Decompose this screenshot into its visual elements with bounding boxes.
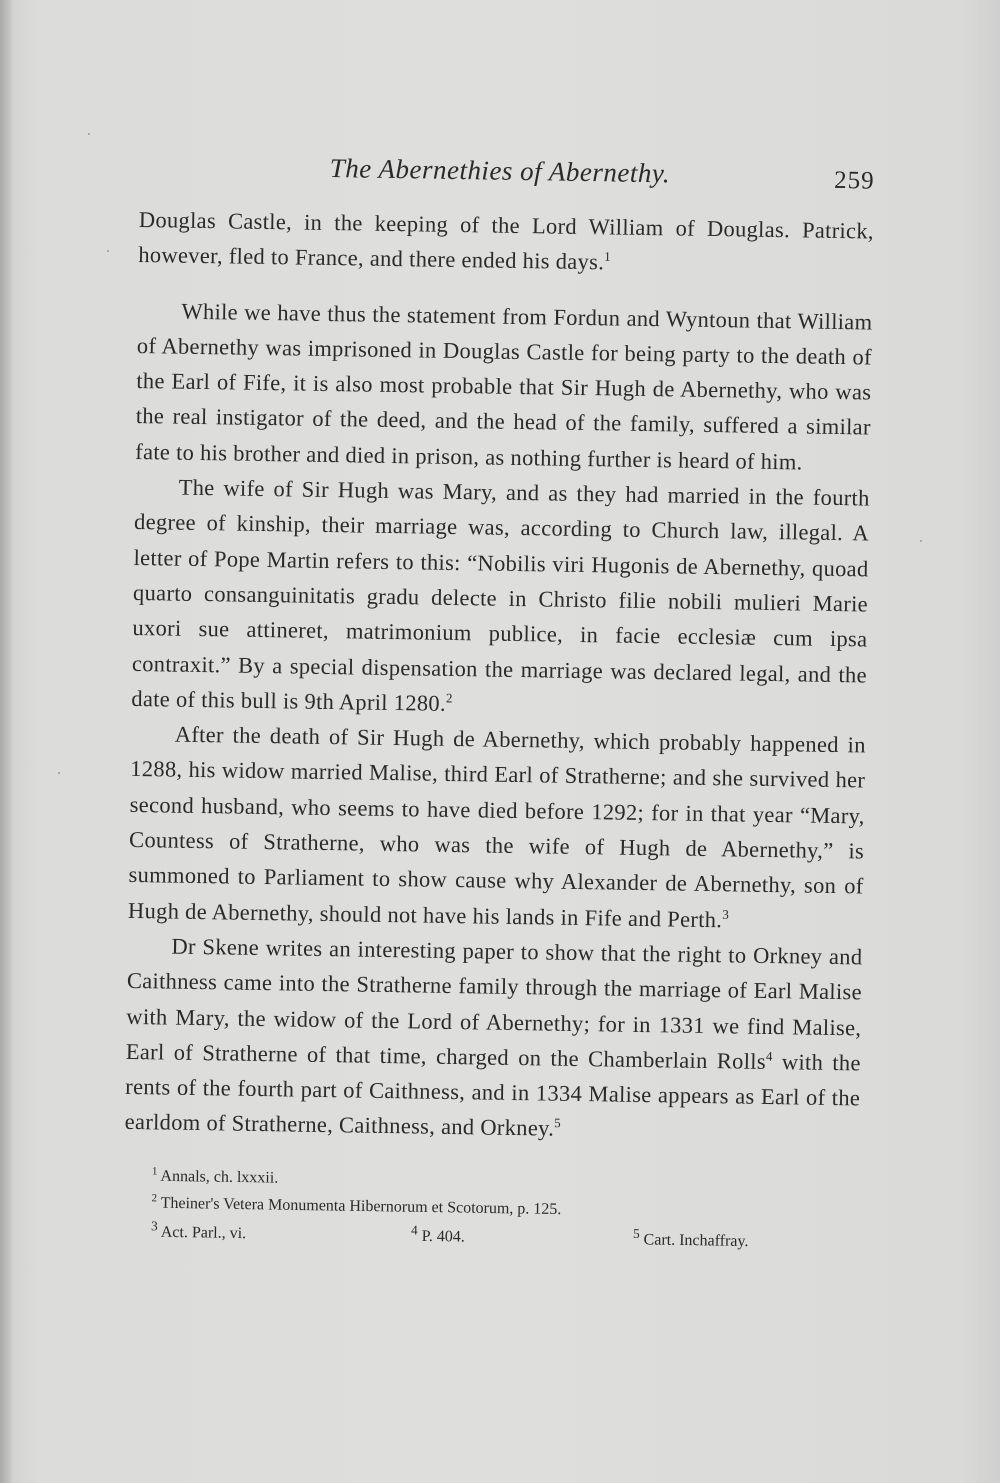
footnote-text: Theiner's Vetera Monumenta Hibernorum et Scotorum, p. 125.	[160, 1194, 562, 1219]
paragraph	[128, 716, 866, 939]
paper-speck	[58, 772, 60, 774]
paragraph-text: Douglas Castle, in the keeping of the Lord William of Douglas. Patrick, however, fled to France, and there ended his days.	[138, 206, 875, 275]
body-text	[124, 202, 874, 1151]
paragraph	[131, 469, 870, 728]
footnote-ref: 4	[765, 1048, 773, 1064]
footnote-mark: 1	[151, 1165, 158, 1178]
paragraph-text: Dr Skene writes an interesting paper to show that the right to Orkney and Caithness came into the Stratherne family through the marriage of Earl Malise with Mary, the widow of the Lord of Abernethy; for in 1331 we find Malise, Earl of Stratherne of that time, charged on the Chamberlain Rolls	[125, 933, 863, 1074]
paragraph-text: After the death of Sir Hugh de Abernethy, which probably happened in 1288, his widow married Malise, third Earl of Stratherne; and she survived her second husband, who seems to have died before 1292; for in that year “Mary, Countess of Stratherne, who was the wife of Hugh de Abernethy,” is summoned to Parliament to show cause why Alexander de Abernethy, son of Hugh de Abernethy, should not have his lands in Fife and Perth.	[127, 721, 866, 932]
footnote	[151, 1215, 247, 1246]
footnote-ref: 2	[445, 690, 453, 706]
paragraph	[135, 293, 873, 481]
footnote-mark: 5	[632, 1226, 640, 1242]
running-title: The Abernethies of Abernethy.	[329, 152, 671, 189]
footnote-mark: 2	[151, 1192, 158, 1205]
footnote-ref: 3	[722, 906, 730, 922]
paper-speck	[107, 250, 109, 252]
paragraph	[124, 928, 862, 1151]
page-edge-shadow	[0, 0, 14, 1483]
paper-speck	[920, 540, 922, 542]
footnote	[411, 1219, 465, 1249]
footnote-ref: 1	[604, 249, 612, 265]
paragraph-text: The wife of Sir Hugh was Mary, and as they had married in the fourth degree of kinship, their marriage was, according to Church law, illegal. A letter of Pope Martin refers to this: “Nobilis viri Hugonis de Abernethy, quoad quarto consanguinitatis gradu delecte in Christo filie nobili mulieri Marie uxori sue attineret, matrimonium publice, in facie ecclesiæ cum ipsa contraxit.” By a special dispensation the marriage was declared legal, and the date of this bull is 9th April 1280.	[131, 474, 870, 716]
page-number: 259	[833, 166, 875, 195]
paragraph-continued	[138, 202, 874, 284]
footnote-mark: 3	[150, 1218, 158, 1234]
footnote-text: Cart. Inchaffray.	[643, 1231, 749, 1251]
text-block	[123, 150, 875, 1249]
paragraph-text: with the rents of the fourth part of Caithness, and in 1334 Malise appears as Earl of the earldom of Stratherne, Caithness, and Orkney.	[124, 1048, 861, 1142]
footnote-text: Annals, ch. lxxxii.	[160, 1167, 279, 1187]
footnote-text: Act. Parl., vi.	[160, 1224, 247, 1243]
paragraph-text: While we have thus the statement from Fordun and Wyntoun that William of Abernethy was imprisoned in Douglas Castle for being party to the death of the Earl of Fife, it is also most probable that Sir Hugh de Abernethy, who was the real instigator of the deed, and the head of the family, suffered a similar fate to his brother and died in prison, as nothing further is heard of him.	[135, 298, 873, 475]
footnotes	[123, 1160, 859, 1249]
footnote-mark: 4	[410, 1222, 418, 1238]
footnote-text: P. 404.	[421, 1228, 465, 1246]
footnote-ref: 5	[554, 1115, 562, 1131]
footnote	[633, 1222, 749, 1253]
paper-speck	[88, 133, 90, 135]
